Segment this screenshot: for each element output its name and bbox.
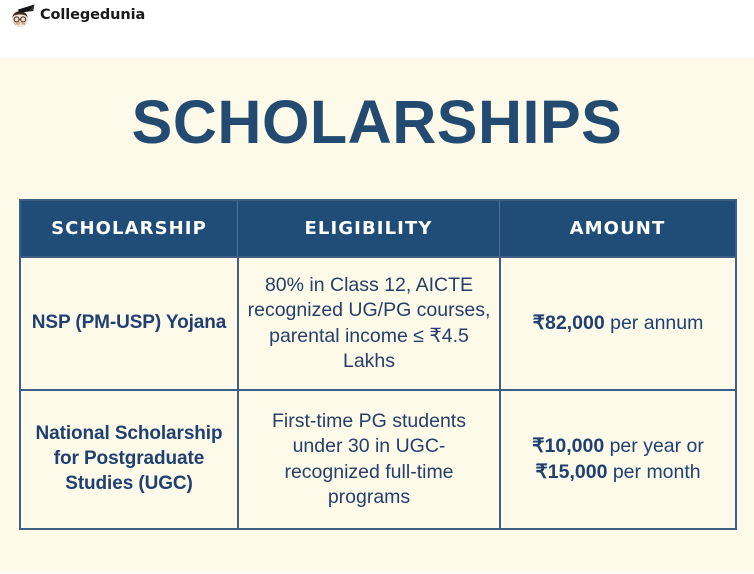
cell-amount (499, 391, 735, 528)
scholarship-name-text: NSP (PM-USP) Yojana (31, 312, 227, 334)
eligibility-text: First-time PG students under 30 in UGC-recognized full-time programs (272, 409, 466, 508)
amount-unit: per year or (604, 434, 704, 457)
amount-value: ₹10,000 (532, 434, 605, 457)
amount-value: ₹15,000 (535, 460, 608, 483)
table-row (21, 256, 735, 389)
bottom-edge-strip (0, 570, 754, 574)
amount-line (533, 311, 704, 337)
cell-scholarship-name (21, 391, 237, 528)
page-title: SCHOLARSHIPS (131, 88, 623, 156)
amount-line (532, 434, 704, 460)
svg-text:dunia: dunia (14, 20, 26, 26)
cell-scholarship-name (21, 258, 237, 389)
amount-value: ₹82,000 (532, 311, 605, 334)
amount-unit: per month (607, 460, 701, 483)
column-header-amount (499, 201, 735, 256)
column-header-scholarship (21, 201, 237, 256)
table-header-row (21, 201, 735, 256)
amount-line (532, 460, 704, 486)
scholarships-table (19, 199, 737, 530)
graduation-cap-avatar-icon (8, 3, 36, 29)
brand-name: Collegedunia (40, 7, 146, 24)
cell-amount (499, 258, 735, 389)
column-header-eligibility (237, 201, 499, 256)
column-header-label: ELIGIBILITY (304, 218, 433, 239)
amount-unit: per annum (604, 311, 704, 334)
amount-text (532, 434, 704, 485)
column-header-label: SCHOLARSHIP (51, 218, 207, 239)
table-row (21, 389, 735, 528)
eligibility-text: 80% in Class 12, AICTE recognized UG/PG courses, parental income ≤ ₹4.5 Lakhs (247, 273, 491, 372)
column-header-label: AMOUNT (569, 218, 666, 239)
amount-text (533, 311, 704, 337)
brand-logo[interactable] (8, 3, 145, 29)
scholarship-name-text: National Scholarship for Postgraduate Studies (UGC) (35, 423, 223, 494)
cell-eligibility (237, 391, 499, 528)
top-bar (0, 0, 754, 58)
cell-eligibility (237, 258, 499, 389)
